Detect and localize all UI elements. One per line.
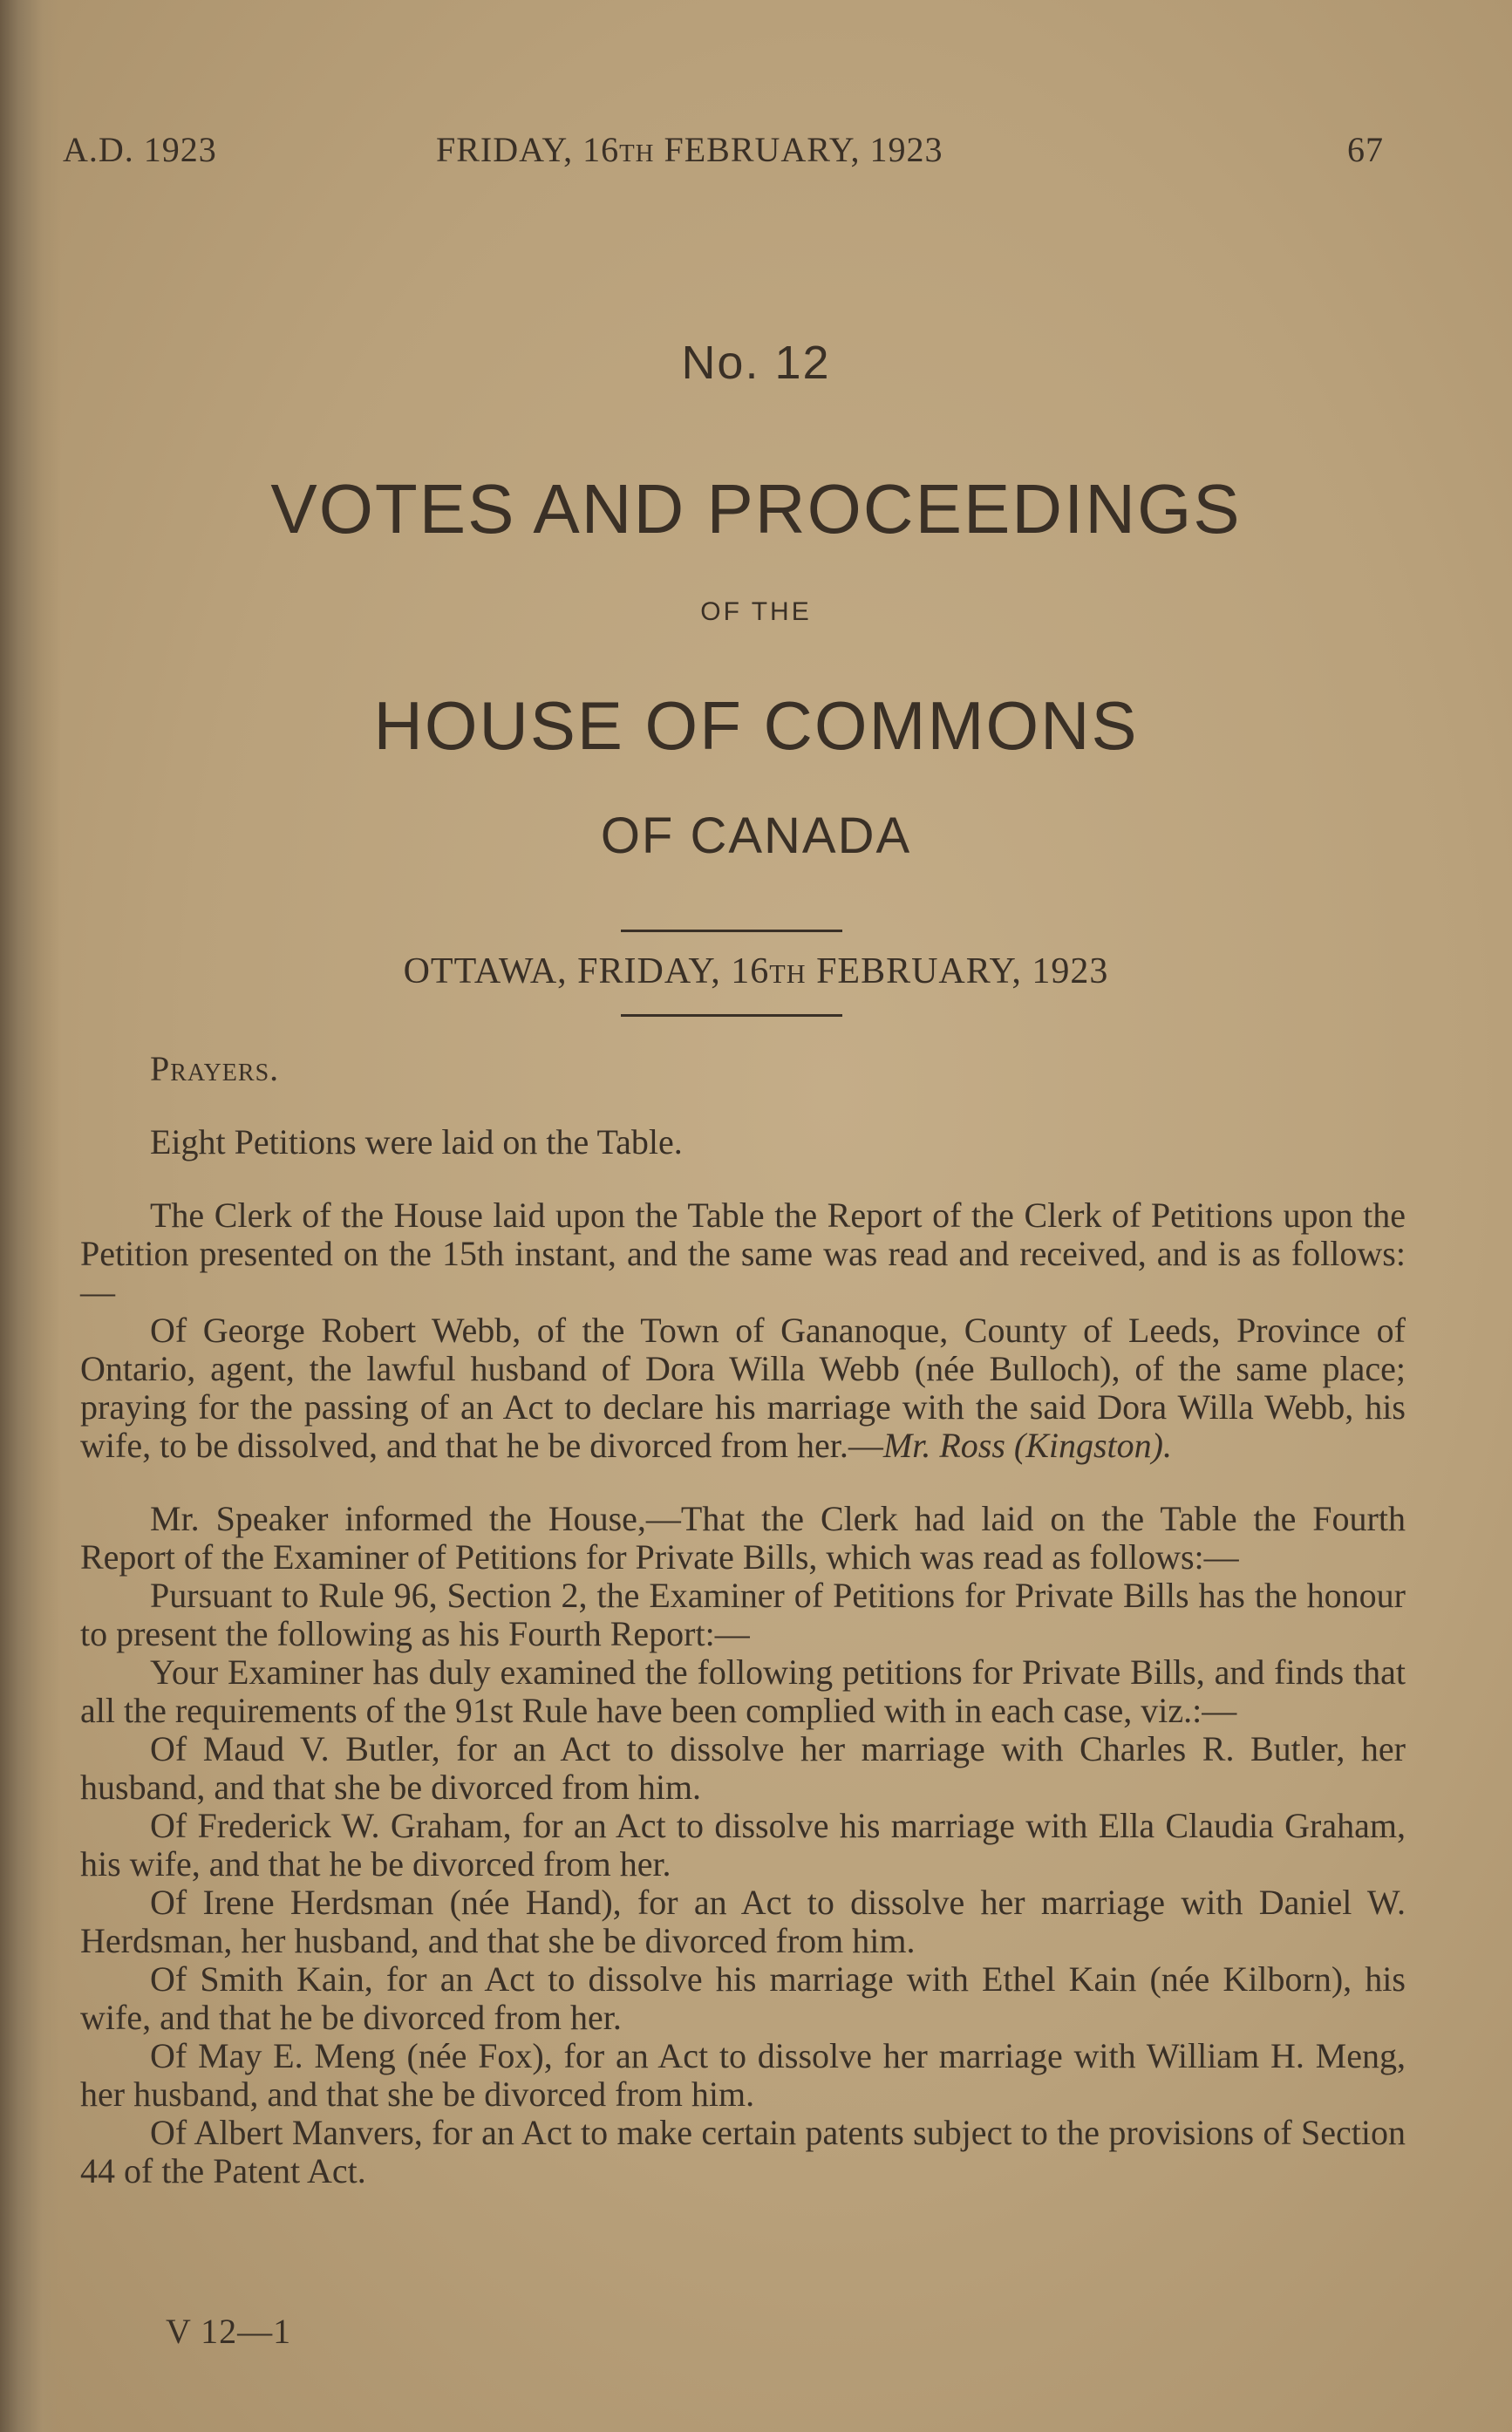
divider-top [621, 930, 842, 932]
prayers-heading: Prayers. [150, 1049, 280, 1088]
paragraph-manvers: Of Albert Manvers, for an Act to make certain patents subject to the provisions of Section 44 of the Patent Act. [80, 2113, 1406, 2190]
running-head-date: FRIDAY, 16TH FEBRUARY, 1923 [436, 130, 943, 169]
paragraph-webb-petition: Of George Robert Webb, of the Town of Gananoque, County of Leeds, Province of Ontario, agent, the lawful husband of Dora Willa Webb (née Bulloch), of the same place; praying for the passing of an Act to declare his marriage with the said Dora Willa Webb, his wife, to be dissolved, and that he be divorced from her.—Mr. Ross (Kingston). [80, 1311, 1406, 1465]
document-title: VOTES AND PROCEEDINGS [270, 470, 1242, 548]
paragraph-petitions: Eight Petitions were laid on the Table. [150, 1122, 683, 1162]
title-of-canada: OF CANADA [600, 807, 912, 864]
title-of-the: OF THE [700, 597, 812, 626]
paragraph-meng: Of May E. Meng (née Fox), for an Act to dissolve her marriage with William H. Meng, her husband, and that she be divorced from him. [80, 2036, 1406, 2114]
paragraph-herdsman: Of Irene Herdsman (née Hand), for an Act to dissolve her marriage with Daniel W. Herdsman, her husband, and that she be divorced from him. [80, 1883, 1406, 1960]
proceedings-body [80, 1046, 1406, 2190]
paragraph-pursuant: Pursuant to Rule 96, Section 2, the Examiner of Petitions for Private Bills has the honour to present the following as his Fourth Report:— [80, 1576, 1406, 1653]
member-name: Mr. Ross (Kingston). [882, 1426, 1172, 1465]
paragraph-kain: Of Smith Kain, for an Act to dissolve his marriage with Ethel Kain (née Kilborn), his wife, and that he be divorced from her. [80, 1959, 1406, 2037]
divider-bottom [621, 1014, 842, 1017]
page-number: 67 [1347, 130, 1384, 169]
paragraph-speaker: Mr. Speaker informed the House,—That the Clerk had laid on the Table the Fourth Report of the Examiner of Petitions for Private Bills, which was read as follows:— [80, 1499, 1406, 1577]
paragraph-clerk-report: The Clerk of the House laid upon the Table the Report of the Clerk of Petitions upon the Petition presented on the 15th instant, and the same was read and received, and is as follows:— [80, 1196, 1406, 1311]
dateline: OTTAWA, FRIDAY, 16TH FEBRUARY, 1923 [403, 951, 1109, 991]
paragraph-examiner: Your Examiner has duly examined the following petitions for Private Bills, and finds that all the requirements of the 91st Rule have been complied with in each case, viz.:— [80, 1652, 1406, 1730]
title-house: HOUSE OF COMMONS [373, 687, 1139, 764]
paragraph-graham: Of Frederick W. Graham, for an Act to dissolve his marriage with Ella Claudia Graham, his wife, and that he be divorced from her. [80, 1806, 1406, 1884]
issue-number: No. 12 [681, 337, 831, 389]
signature-mark: V 12—1 [166, 2312, 292, 2351]
paragraph-butler: Of Maud V. Butler, for an Act to dissolve her marriage with Charles R. Butler, her husband, and that she be divorced from him. [80, 1729, 1406, 1807]
running-head [0, 129, 1512, 173]
running-head-year: A.D. 1923 [63, 130, 217, 169]
